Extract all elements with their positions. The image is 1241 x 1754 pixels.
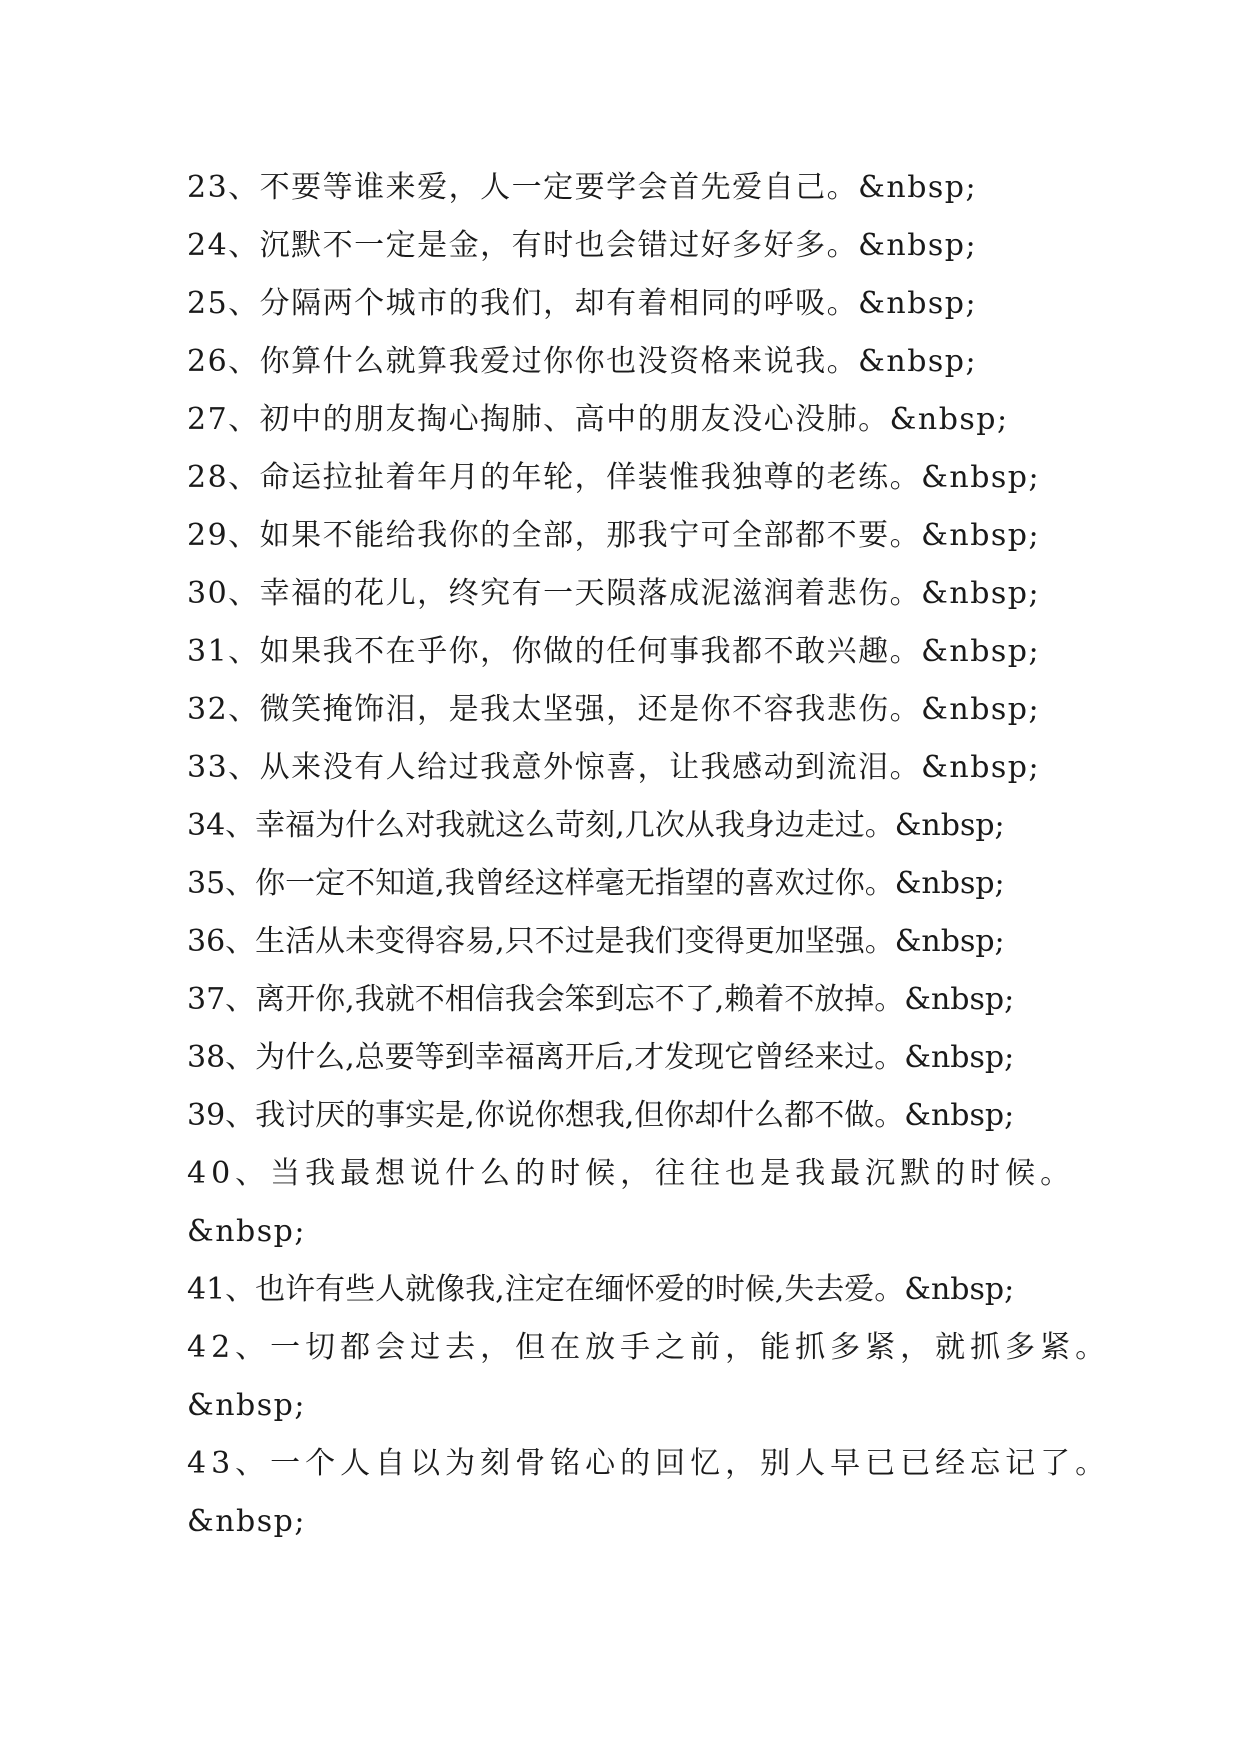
text-line: 33、从来没有人给过我意外惊喜，让我感动到流泪。&nbsp; [187,750,1041,785]
text-line: &nbsp; [187,1214,306,1249]
text-line: 28、命运拉扯着年月的年轮，佯装惟我独尊的老练。&nbsp; [187,460,1041,495]
text-line: 24、沉默不一定是金，有时也会错过好多好多。&nbsp; [187,228,978,263]
text-line: 37、离开你,我就不相信我会笨到忘不了,赖着不放掉。&nbsp; [187,982,1015,1017]
text-line: &nbsp; [187,1504,306,1539]
text-line: 40、当我最想说什么的时候，往往也是我最沉默的时候。 [187,1156,1076,1191]
text-line: &nbsp; [187,1388,306,1423]
text-line: 38、为什么,总要等到幸福离开后,才发现它曾经来过。&nbsp; [187,1040,1015,1075]
text-line: 23、不要等谁来爱，人一定要学会首先爱自己。&nbsp; [187,170,978,205]
text-line: 31、如果我不在乎你，你做的任何事我都不敢兴趣。&nbsp; [187,634,1041,669]
text-line: 39、我讨厌的事实是,你说你想我,但你却什么都不做。&nbsp; [187,1098,1015,1133]
text-line: 25、分隔两个城市的我们，却有着相同的呼吸。&nbsp; [187,286,978,321]
text-line: 41、也许有些人就像我,注定在缅怀爱的时候,失去爱。&nbsp; [187,1272,1015,1307]
text-line: 35、你一定不知道,我曾经这样毫无指望的喜欢过你。&nbsp; [187,866,1005,901]
text-line: 26、你算什么就算我爱过你你也没资格来说我。&nbsp; [187,344,978,379]
text-line: 30、幸福的花儿，终究有一天陨落成泥滋润着悲伤。&nbsp; [187,576,1041,611]
text-line: 27、初中的朋友掏心掏肺、高中的朋友没心没肺。&nbsp; [187,402,1009,437]
text-line: 42、一切都会过去，但在放手之前，能抓多紧，就抓多紧。 [187,1330,1111,1365]
text-line: 32、微笑掩饰泪，是我太坚强，还是你不容我悲伤。&nbsp; [187,692,1041,727]
text-line: 34、幸福为什么对我就这么苛刻,几次从我身边走过。&nbsp; [187,808,1005,843]
text-line: 29、如果不能给我你的全部，那我宁可全部都不要。&nbsp; [187,518,1041,553]
text-line: 36、生活从未变得容易,只不过是我们变得更加坚强。&nbsp; [187,924,1005,959]
text-line: 43、一个人自以为刻骨铭心的回忆，别人早已已经忘记了。 [187,1446,1111,1481]
text-lines [187,159,1111,1551]
